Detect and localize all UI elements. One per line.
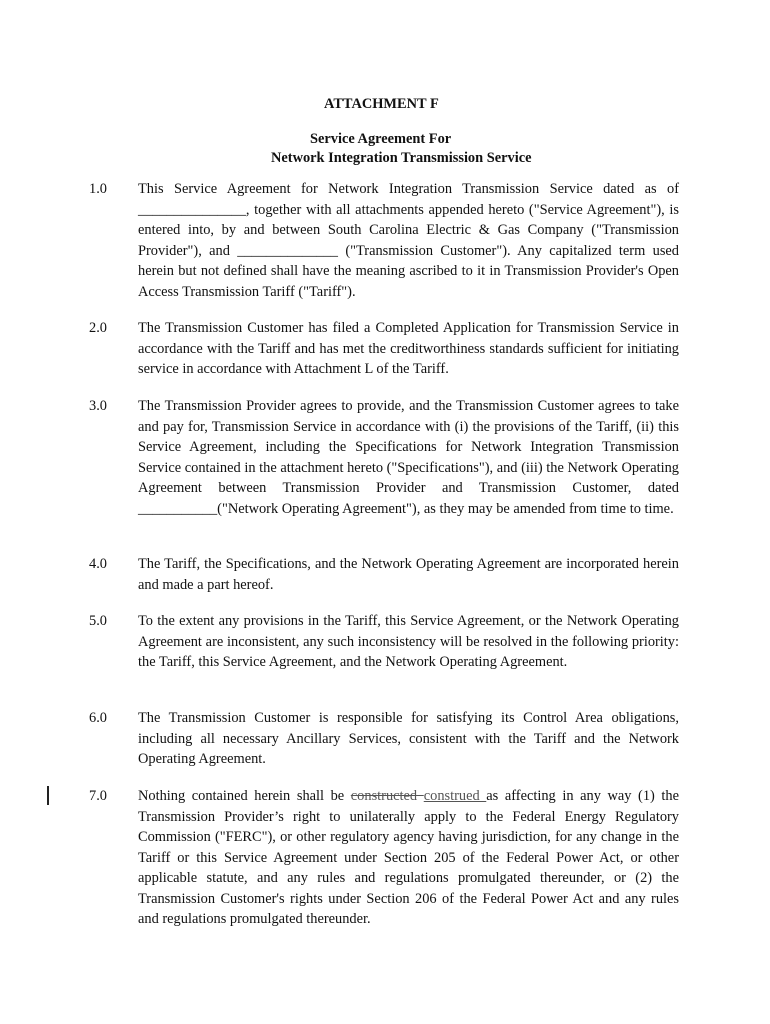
section-number: 1.0 <box>89 181 107 197</box>
section-number: 3.0 <box>89 398 107 414</box>
section-number: 5.0 <box>89 613 107 629</box>
section-text: The Transmission Customer has filed a Completed Application for Transmission Service in accordance with the Tariff and has met the creditworthiness standards sufficient for initiating service in accordance with Attachment L of the Tariff. <box>138 320 679 377</box>
section-number: 4.0 <box>89 556 107 572</box>
section-text: The Transmission Customer is responsible for satisfying its Control Area obligations, including all necessary Ancillary Services, consistent with the Tariff and the Network Operating Agreement. <box>138 710 679 767</box>
section-number: 7.0 <box>89 788 107 804</box>
agreement-title-line-1: Service Agreement For <box>310 131 452 147</box>
section-text: The Transmission Provider agrees to provide, and the Transmission Customer agrees to take and pay for, Transmission Service in accordance with (i) the provisions of the Tariff, (ii) this Service Agreement, including the Specifications for Network Integration Transmission Service contained in the attachment hereto ("Specifications"), and (iii) the Network Operating Agreement between Transmission Provider and Transmission Customer, dated ___________("Network Operating Agreement"), as they may be amended from time to time. <box>138 398 679 517</box>
section-text <box>138 786 679 930</box>
section-text: The Tariff, the Specifications, and the Network Operating Agreement are incorporated herein and made a part hereof. <box>138 556 679 593</box>
section-text: This Service Agreement for Network Integration Transmission Service dated as of _______________, together with all attachments appended hereto ("Service Agreement"), is entered into, by and between South Carolina Electric & Gas Company ("Transmission Provider"), and ______________ ("Transmission Customer"). Any capitalized term used herein but not defined shall have the meaning ascribed to it in Transmission Provider's Open Access Transmission Tariff ("Tariff"). <box>138 181 679 300</box>
revision-change-bar <box>47 786 49 805</box>
deleted-text-revision: constructed <box>350 788 424 804</box>
agreement-title-line-2: Network Integration Transmission Service <box>271 150 532 166</box>
attachment-title: ATTACHMENT F <box>324 96 439 112</box>
inserted-text-revision: construed <box>423 788 487 804</box>
section-text: To the extent any provisions in the Tariff, this Service Agreement, or the Network Operating Agreement are inconsistent, any such inconsistency will be resolved in the following priority: the Tariff, this Service Agreement, and the Network Operating Agreement. <box>138 613 679 670</box>
section-text-after: as affecting in any way (1) the Transmission Provider’s right to unilaterally apply to the Federal Energy Regulatory Commission ("FERC"), or other regulatory agency having jurisdiction, for any change in the Tariff or this Service Agreement under Section 205 of the Federal Power Act, or other applicable statute, and any rules and regulations promulgated thereunder, or (2) the Transmission Customer's rights under Section 206 of the Federal Power Act and any rules and regulations promulgated thereunder. <box>138 788 679 927</box>
section-number: 6.0 <box>89 710 107 726</box>
section-number: 2.0 <box>89 320 107 336</box>
section-text-before: Nothing contained herein shall be <box>138 788 351 804</box>
